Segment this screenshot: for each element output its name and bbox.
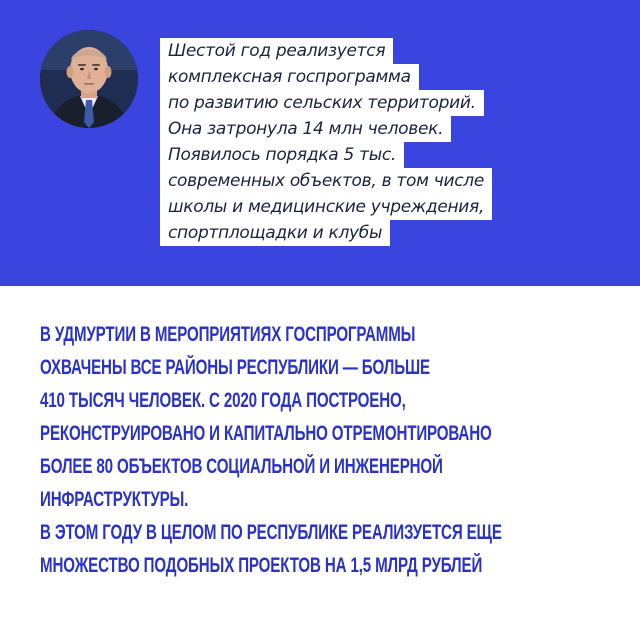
quote-line: Она затронула 14 млн человек. [160,116,451,142]
quote-line: Появилось порядка 5 тыс. [160,142,404,168]
quote-text [160,38,620,246]
article-line: БОЛЕЕ 80 ОБЪЕКТОВ СОЦИАЛЬНОЙ И ИНЖЕНЕРНОЙ [40,455,443,478]
speaker-portrait [40,30,138,128]
quote-line: по развитию сельских территорий. [160,90,484,116]
article-line: В УДМУРТИИ В МЕРОПРИЯТИЯХ ГОСПРОГРАММЫ [40,323,416,346]
speaker-photo-illustration [40,30,138,128]
article-text [40,318,620,582]
quote-line: комплексная госпрограмма [160,64,419,90]
article-line: РЕКОНСТРУИРОВАНО И КАПИТАЛЬНО ОТРЕМОНТИРОВАНО [40,422,492,445]
quote-line: школы и медицинские учреждения, [160,194,492,220]
article-line: ИНФРАСТРУКТУРЫ. [40,488,189,511]
article-line: ОХВАЧЕНЫ ВСЕ РАЙОНЫ РЕСПУБЛИКИ — БОЛЬШЕ [40,356,430,379]
article-line: МНОЖЕСТВО ПОДОБНЫХ ПРОЕКТОВ НА 1,5 МЛРД РУБЛЕЙ [40,554,483,577]
quote-panel [0,0,640,286]
article-line: В ЭТОМ ГОДУ В ЦЕЛОМ ПО РЕСПУБЛИКЕ РЕАЛИЗУЕТСЯ ЕЩЕ [40,521,502,544]
article-line: 410 ТЫСЯЧ ЧЕЛОВЕК. С 2020 ГОДА ПОСТРОЕНО, [40,389,406,412]
quote-line: Шестой год реализуется [160,38,393,64]
quote-line: современных объектов, в том числе [160,168,492,194]
quote-line: спортплощадки и клубы [160,220,390,246]
